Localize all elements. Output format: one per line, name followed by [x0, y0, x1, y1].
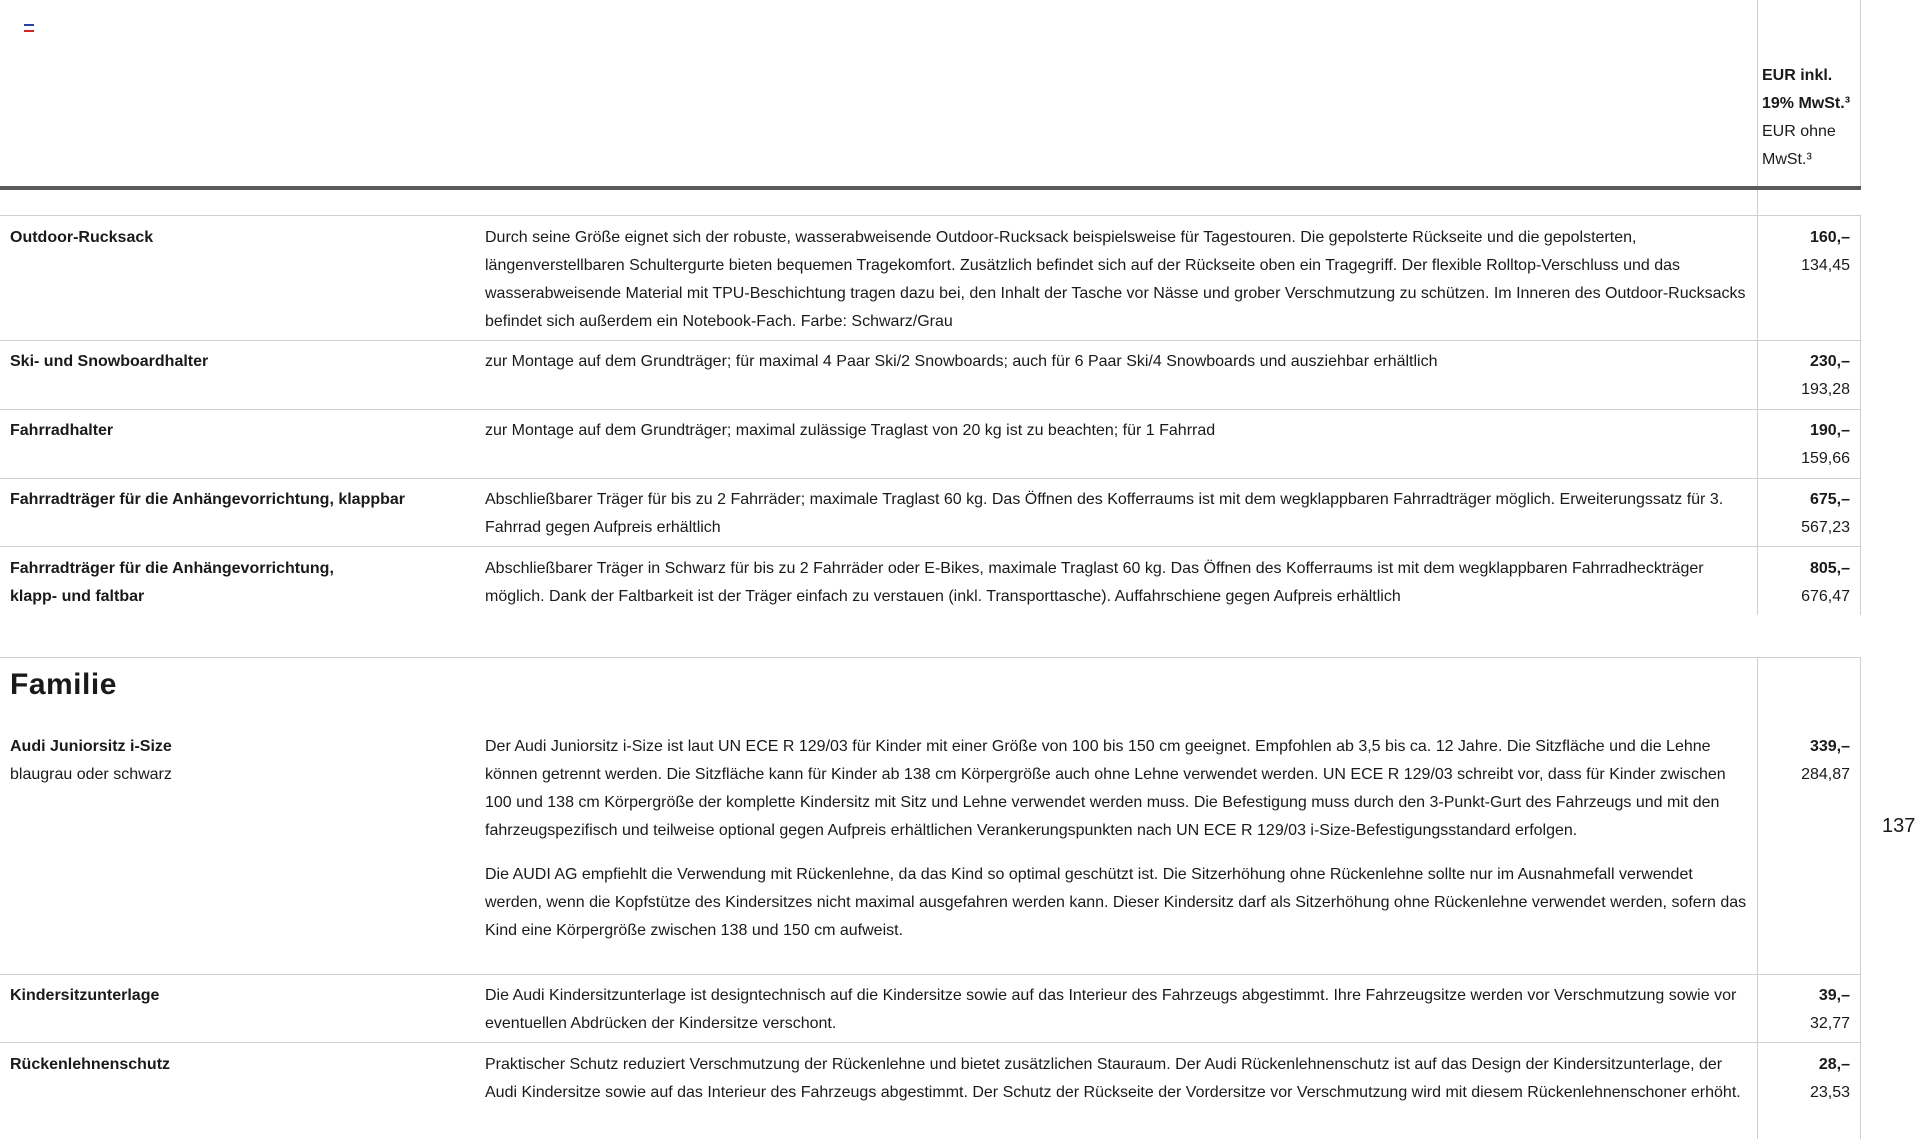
product-name: Rückenlehnenschutz [10, 1056, 171, 1073]
price-ohne: 567,23 [1801, 519, 1850, 536]
price-ohne-label: EUR ohne [1762, 123, 1836, 140]
row-divider [0, 340, 1861, 341]
product-price [1770, 733, 1850, 789]
product-description: Abschließbarer Träger für bis zu 2 Fahrräder; maximale Traglast 60 kg. Das Öffnen des Kofferraums ist mit dem wegklappbaren Fahrradträger möglich. Erweiterungssatz für 3. Fahrrad gegen Aufpreis erhältlich [485, 491, 1724, 536]
description-paragraph: Die AUDI AG empfiehlt die Verwendung mit Rückenlehne, da das Kind so optimal geschützt ist. Die Sitzerhöhung ohne Rückenlehne sollte nur im Ausnahmefall verwendet werden, wenn die Kopfstütze des Kindersitzes nicht maximal ausgefahren werden kann. Dieser Kindersitz darf als Sitzerhöhung ohne Rückenlehne verwendet werden, sofern das Kind eine Körpergröße zwischen 138 und 150 cm aufweist. [485, 866, 1747, 939]
price-ohne: 23,53 [1809, 1084, 1850, 1101]
product-name: Outdoor-Rucksack [10, 229, 154, 246]
price-inkl: 230,– [1809, 353, 1850, 370]
product-description: Durch seine Größe eignet sich der robuste, wasserabweisende Outdoor-Rucksack beispielsweise für Tagestouren. Die gepolsterte Rückseite und die gepolsterten, längenverstellbaren Schultergurte bieten bequemen Tragekomfort. Zusätzlich befindet sich auf der Rückseite oben ein Tragegriff. Der flexible Rolltop-Verschluss und das wasserabweisende Material mit TPU-Beschichtung tragen dazu bei, den Inhalt der Tasche vor Nässe und grober Verschmutzung zu schützen. Im Inneren des Outdoor-Rucksacks befindet sich außerdem ein Notebook-Fach. Farbe: Schwarz/Grau [485, 229, 1746, 330]
product-price [1770, 224, 1850, 280]
price-inkl-label: EUR inkl. [1762, 67, 1833, 84]
section-title-familie: Familie [10, 668, 117, 701]
product-description [485, 733, 1750, 945]
price-inkl-vat-label: 19% MwSt.³ [1762, 95, 1851, 112]
price-column-divider [1757, 657, 1758, 1139]
product-price [1770, 1051, 1850, 1107]
price-column-header [1762, 62, 1860, 174]
section-top-line [0, 657, 1861, 658]
product-variant: blaugrau oder schwarz [10, 766, 172, 783]
price-ohne-vat-label: MwSt.³ [1762, 151, 1812, 168]
product-description: Abschließbarer Träger in Schwarz für bis zu 2 Fahrräder oder E-Bikes, maximale Traglast 60 kg. Das Öffnen des Kofferraums ist mit dem wegklappbaren Fahrradheckträger möglich. Dank der Faltbarkeit ist der Träger einfach zu verstauen (inkl. Transporttasche). Auffahrschiene gegen Aufpreis erhältlich [485, 560, 1704, 605]
price-inkl: 805,– [1809, 560, 1850, 577]
header-divider [0, 186, 1861, 190]
product-name: Fahrradträger für die Anhängevorrichtung, klapp- und faltbar [10, 560, 334, 605]
price-ohne: 32,77 [1809, 1015, 1850, 1032]
page-number: 137 [1882, 815, 1916, 837]
product-name [10, 733, 470, 789]
row-divider [0, 409, 1861, 410]
product-name: Ski- und Snowboardhalter [10, 353, 209, 370]
product-name: Fahrradträger für die Anhängevorrichtung, klappbar [10, 491, 406, 508]
price-inkl: 339,– [1809, 738, 1850, 755]
product-price [1770, 417, 1850, 473]
price-ohne: 193,28 [1801, 381, 1850, 398]
price-ohne: 134,45 [1801, 257, 1850, 274]
product-price [1770, 982, 1850, 1038]
product-description: Praktischer Schutz reduziert Verschmutzung der Rückenlehne und bietet zusätzlichen Stauraum. Der Audi Rückenlehnenschutz ist auf das Design der Kindersitzunterlage, der Audi Kindersitze sowie auf das Interieur des Fahrzeugs abgestimmt. Der Schutz der Rückseite der Vordersitze vor Verschmutzung wird mit diesem Rückenlehnenschoner erhöht. [485, 1056, 1741, 1101]
price-column-divider [1757, 0, 1758, 615]
price-inkl: 675,– [1809, 491, 1850, 508]
table-right-edge [1860, 0, 1861, 190]
product-description: zur Montage auf dem Grundträger; für maximal 4 Paar Ski/2 Snowboards; auch für 6 Paar Ski/4 Snowboards und ausziehbar erhältlich [485, 353, 1438, 370]
price-inkl: 190,– [1809, 422, 1850, 439]
row-divider [0, 974, 1861, 975]
product-name: Kindersitzunterlage [10, 987, 160, 1004]
row-divider [0, 478, 1861, 479]
product-name: Fahrradhalter [10, 422, 114, 439]
product-price [1770, 555, 1850, 611]
product-description: Die Audi Kindersitzunterlage ist designtechnisch auf die Kindersitze sowie auf das Interieur des Fahrzeugs abgestimmt. Ihre Fahrzeugsitze werden vor Verschmutzung sowie vor eventuellen Abdrücken der Kindersitze verschont. [485, 987, 1737, 1032]
description-paragraph: Der Audi Juniorsitz i-Size ist laut UN ECE R 129/03 für Kinder mit einer Größe von 100 bis 150 cm geeignet. Empfohlen ab 3,5 bis ca. 12 Jahre. Die Sitzfläche und die Lehne können getrennt werden. Die Sitzfläche kann für Kinder ab 138 cm Körpergröße auch ohne Lehne verwendet werden. UN ECE R 129/03 schreibt vor, dass für Kinder zwischen 100 und 138 cm Körpergröße der komplette Kindersitz mit Sitz und Lehne verwendet werden muss. Die Befestigung muss durch den 3-Punkt-Gurt des Fahrzeugs und mit den fahrzeugspezifisch und teilweise optional gegen Aufpreis erhältlichen Verankerungspunkten nach UN ECE R 129/03 i-Size-Befestigungsstandard erfolgen. [485, 738, 1726, 839]
table-top-line [0, 215, 1861, 216]
product-price [1770, 486, 1850, 542]
table-right-edge [1860, 657, 1861, 1139]
product-description: zur Montage auf dem Grundträger; maximal zulässige Traglast von 20 kg ist zu beachten; für 1 Fahrrad [485, 422, 1216, 439]
product-name-text: Audi Juniorsitz i-Size [10, 738, 172, 755]
table-right-edge [1860, 215, 1861, 615]
price-ohne: 159,66 [1801, 450, 1850, 467]
price-inkl: 39,– [1818, 987, 1850, 1004]
row-divider [0, 546, 1861, 547]
price-inkl: 28,– [1818, 1056, 1850, 1073]
price-inkl: 160,– [1809, 229, 1850, 246]
product-price [1770, 348, 1850, 404]
price-ohne: 284,87 [1801, 766, 1850, 783]
language-flag-icon [24, 24, 34, 32]
price-ohne: 676,47 [1801, 588, 1850, 605]
row-divider [0, 1042, 1861, 1043]
